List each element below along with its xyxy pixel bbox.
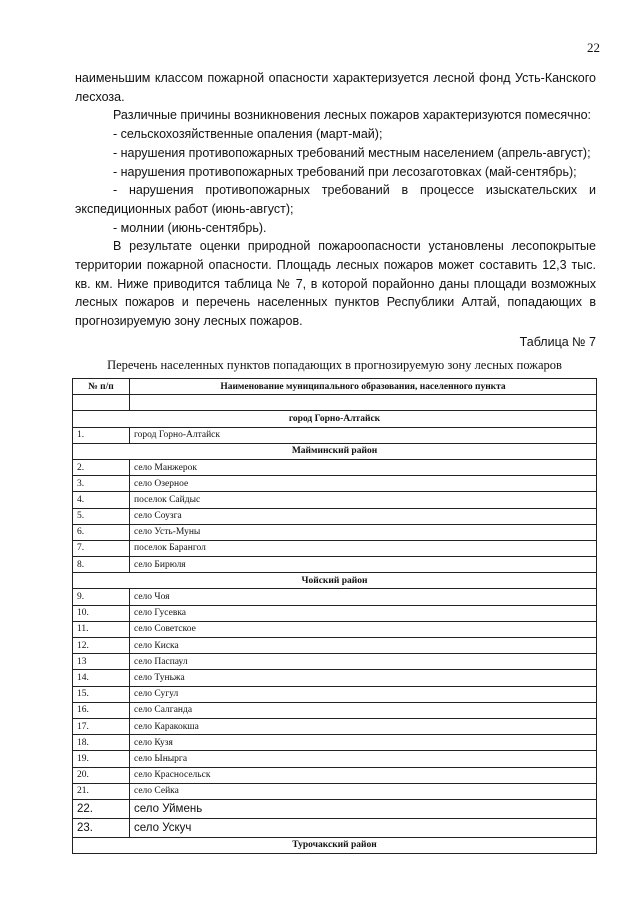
row-number: 23.	[73, 818, 130, 837]
table-row	[73, 605, 597, 621]
table-row	[73, 524, 597, 540]
settlement-name: село Кузя	[130, 735, 597, 751]
table-row	[73, 427, 597, 443]
table-row	[73, 783, 597, 799]
row-number: 22.	[73, 799, 130, 818]
table-row	[73, 735, 597, 751]
table-row	[73, 818, 597, 837]
table-row	[73, 557, 597, 573]
row-number: 12.	[73, 638, 130, 654]
settlement-name: село Ускуч	[130, 818, 597, 837]
row-number: 4.	[73, 492, 130, 508]
row-number: 21.	[73, 783, 130, 799]
table-section-row	[73, 443, 597, 459]
paragraph: - нарушения противопожарных требований при лесозаготовках (май-сентябрь);	[113, 164, 577, 179]
row-number: 9.	[73, 589, 130, 605]
table-row	[73, 767, 597, 783]
row-number: 16.	[73, 702, 130, 718]
table-row	[73, 492, 597, 508]
settlement-name: село Советское	[130, 621, 597, 637]
row-number: 8.	[73, 557, 130, 573]
table-row	[73, 459, 597, 475]
settlement-name: село Усть-Муны	[130, 524, 597, 540]
settlement-name: поселок Барангол	[130, 540, 597, 556]
settlement-name: поселок Сайдыс	[130, 492, 597, 508]
table-row	[73, 621, 597, 637]
table-cell	[130, 395, 597, 411]
row-number: 15.	[73, 686, 130, 702]
table-section-row	[73, 411, 597, 427]
row-number: 10.	[73, 605, 130, 621]
table-row	[73, 589, 597, 605]
table-row	[73, 702, 597, 718]
settlement-name: село Бирюля	[130, 557, 597, 573]
row-number: 7.	[73, 540, 130, 556]
settlement-name: село Паспаул	[130, 654, 597, 670]
settlement-name: село Сугул	[130, 686, 597, 702]
table-row	[73, 540, 597, 556]
table-section-row	[73, 837, 597, 853]
row-number: 6.	[73, 524, 130, 540]
table-row	[73, 508, 597, 524]
table-row	[73, 476, 597, 492]
paragraph: В результате оценки природной пожароопасности установлены лесопокрытые территории пожарной опасности. Площадь лесных пожаров может составить 12,3 тыс. кв. км. Ниже приводится таблица № 7, в которой порайонно даны площади возможных лесных пожаров и перечень населенных пунктов Республики Алтай, попадающих в прогнозируемую зону лесных пожаров.	[75, 239, 596, 329]
page-number: 22	[587, 40, 600, 55]
row-number: 1.	[73, 427, 130, 443]
table-row	[73, 686, 597, 702]
table-caption: Перечень населенных пунктов попадающих в прогнозируемую зону лесных пожаров	[107, 358, 562, 372]
settlement-name: город Горно-Алтайск	[130, 427, 597, 443]
row-number: 20.	[73, 767, 130, 783]
table-empty-row	[73, 395, 597, 411]
table-row	[73, 638, 597, 654]
settlement-name: село Ынырга	[130, 751, 597, 767]
table-row	[73, 718, 597, 734]
settlement-name: село Каракокша	[130, 718, 597, 734]
paragraph: - сельскохозяйственные опаления (март-май);	[113, 127, 383, 142]
table-label: Таблица № 7	[519, 335, 596, 349]
row-number: 5.	[73, 508, 130, 524]
table-cell	[73, 395, 130, 411]
row-number: 19.	[73, 751, 130, 767]
row-number: 18.	[73, 735, 130, 751]
table-section-row	[73, 573, 597, 589]
section-title: Майминский район	[73, 443, 597, 459]
settlement-name: село Чоя	[130, 589, 597, 605]
settlement-name: село Туньжа	[130, 670, 597, 686]
row-number: 14.	[73, 670, 130, 686]
paragraph: - нарушения противопожарных требований в процессе изыскательских и экспедиционных работ (июнь-август);	[75, 183, 596, 216]
paragraph: Различные причины возникновения лесных пожаров характеризуются помесячно:	[113, 108, 592, 123]
settlement-name: село Гусевка	[130, 605, 597, 621]
section-title: город Горно-Алтайск	[73, 411, 597, 427]
column-header-name: Наименование муниципального образования, населенного пункта	[130, 379, 597, 395]
paragraph: - нарушения противопожарных требований местным населением (апрель-август);	[113, 145, 591, 160]
table-row	[73, 670, 597, 686]
table-row	[73, 751, 597, 767]
settlement-name: село Салганда	[130, 702, 597, 718]
table-header-row	[73, 379, 597, 395]
row-number: 11.	[73, 621, 130, 637]
table-row	[73, 799, 597, 818]
column-header-number: № п/п	[73, 379, 130, 395]
paragraph: наименьшим классом пожарной опасности характеризуется лесной фонд Усть-Канского лесхоза.	[75, 71, 596, 104]
settlement-name: село Уймень	[130, 799, 597, 818]
row-number: 13	[73, 654, 130, 670]
row-number: 3.	[73, 476, 130, 492]
section-title: Чойский район	[73, 573, 597, 589]
settlement-name: село Соузга	[130, 508, 597, 524]
body-text	[75, 69, 596, 331]
settlement-name: село Манжерок	[130, 459, 597, 475]
paragraph: - молнии (июнь-сентябрь).	[113, 220, 267, 235]
settlement-name: село Озерное	[130, 476, 597, 492]
settlement-name: село Киска	[130, 638, 597, 654]
settlements-table	[72, 378, 597, 854]
section-title: Турочакский район	[73, 837, 597, 853]
settlement-name: село Сейка	[130, 783, 597, 799]
row-number: 2.	[73, 459, 130, 475]
table-row	[73, 654, 597, 670]
row-number: 17.	[73, 718, 130, 734]
settlement-name: село Красносельск	[130, 767, 597, 783]
